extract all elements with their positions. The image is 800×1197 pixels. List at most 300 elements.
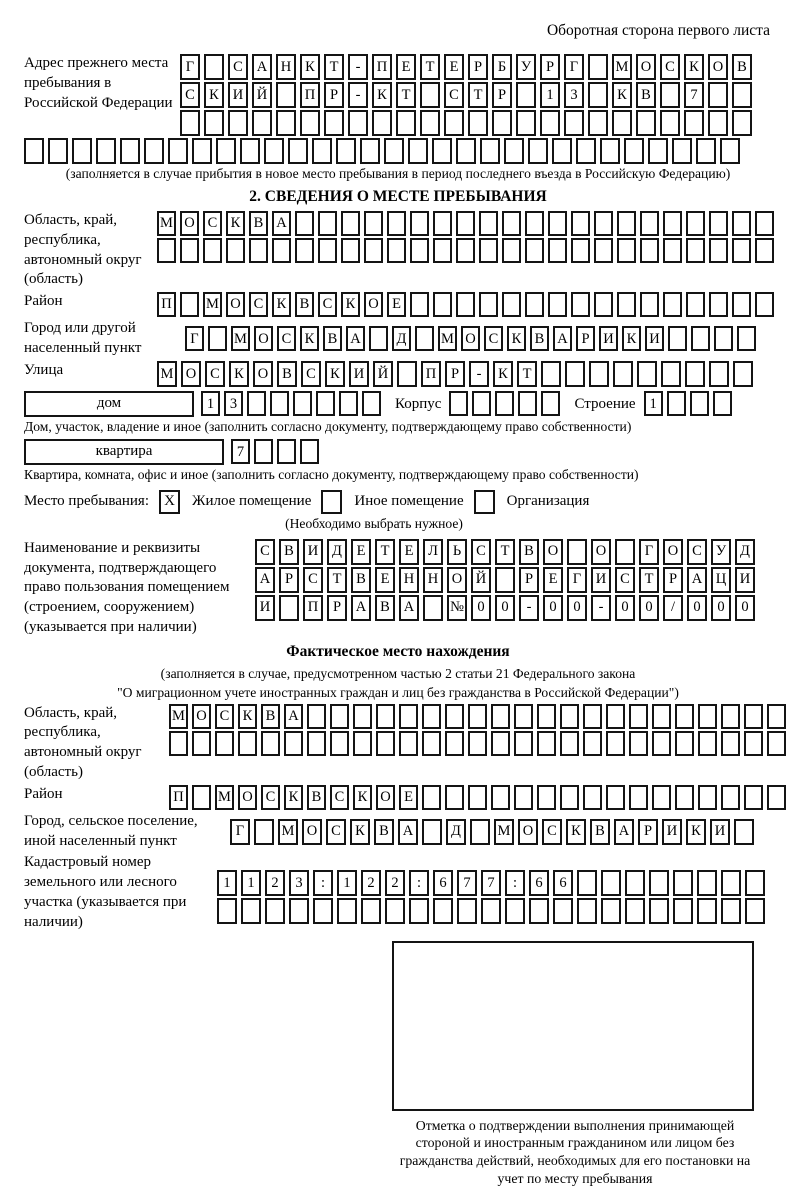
char-cell bbox=[660, 82, 680, 108]
region-row-2[interactable] bbox=[157, 238, 774, 263]
char-cell bbox=[468, 785, 487, 810]
document-row-2[interactable] bbox=[255, 567, 755, 593]
char-cell: Н bbox=[276, 54, 296, 80]
char-cell: В bbox=[295, 292, 314, 317]
char-cell: А bbox=[398, 819, 418, 845]
char-cell bbox=[529, 898, 549, 924]
char-cell bbox=[208, 326, 227, 351]
char-cell: О bbox=[663, 539, 683, 565]
char-cell: Р bbox=[445, 361, 465, 387]
previous-address-section bbox=[24, 54, 772, 183]
char-cell: Г bbox=[180, 54, 200, 80]
char-cell bbox=[284, 731, 303, 756]
char-cell: К bbox=[350, 819, 370, 845]
city-row[interactable] bbox=[185, 326, 756, 351]
char-cell: С bbox=[228, 54, 248, 80]
char-cell: О bbox=[180, 211, 199, 236]
char-cell bbox=[144, 138, 164, 164]
char-cell bbox=[560, 704, 579, 729]
char-cell bbox=[675, 731, 694, 756]
document-block bbox=[24, 539, 772, 638]
char-cell: С bbox=[484, 326, 503, 351]
char-cell: 0 bbox=[495, 595, 515, 621]
char-cell bbox=[353, 704, 372, 729]
char-cell bbox=[552, 138, 572, 164]
char-cell bbox=[387, 211, 406, 236]
char-cell bbox=[577, 898, 597, 924]
residence-checkbox-dwelling[interactable]: X bbox=[159, 490, 180, 514]
char-cell: 7 bbox=[457, 870, 477, 896]
char-cell: К bbox=[493, 361, 513, 387]
house-note: Дом, участок, владение и иное (заполнить согласно документу, подтверждающему право собственности) bbox=[24, 418, 632, 434]
char-cell: Г bbox=[567, 567, 587, 593]
char-cell bbox=[625, 898, 645, 924]
char-cell: Р bbox=[576, 326, 595, 351]
char-cell: Т bbox=[396, 82, 416, 108]
char-cell: Й bbox=[471, 567, 491, 593]
char-cell: Б bbox=[492, 54, 512, 80]
char-cell bbox=[567, 539, 587, 565]
char-cell: О bbox=[636, 54, 656, 80]
char-cell: А bbox=[272, 211, 291, 236]
char-cell bbox=[709, 292, 728, 317]
previous-address-row-1[interactable] bbox=[180, 54, 752, 80]
char-cell: К bbox=[684, 54, 704, 80]
char-cell: И bbox=[591, 567, 611, 593]
char-cell bbox=[594, 292, 613, 317]
char-cell bbox=[318, 238, 337, 263]
char-cell bbox=[721, 785, 740, 810]
building-cells[interactable] bbox=[449, 391, 560, 416]
actual-district-row[interactable] bbox=[169, 785, 786, 810]
char-cell bbox=[422, 731, 441, 756]
char-cell bbox=[721, 731, 740, 756]
document-grid bbox=[255, 539, 755, 621]
char-cell: К bbox=[622, 326, 641, 351]
char-cell: К bbox=[372, 82, 392, 108]
apartment-cells[interactable] bbox=[231, 439, 319, 464]
char-cell bbox=[686, 292, 705, 317]
char-cell bbox=[518, 391, 537, 416]
char-cell bbox=[472, 391, 491, 416]
char-cell bbox=[640, 292, 659, 317]
char-cell bbox=[337, 898, 357, 924]
char-cell: А bbox=[255, 567, 275, 593]
residence-type-note: (Необходимо выбрать нужное) bbox=[285, 515, 463, 531]
char-cell: 0 bbox=[711, 595, 731, 621]
char-cell bbox=[48, 138, 68, 164]
actual-city-row[interactable] bbox=[230, 819, 754, 845]
char-cell: Р bbox=[638, 819, 658, 845]
char-cell: - bbox=[519, 595, 539, 621]
char-cell: : bbox=[505, 870, 525, 896]
char-cell bbox=[594, 238, 613, 263]
char-cell: 3 bbox=[224, 391, 243, 416]
char-cell bbox=[697, 898, 717, 924]
apartment-type-box: квартира bbox=[24, 439, 224, 465]
char-cell: № bbox=[447, 595, 467, 621]
char-cell bbox=[495, 567, 515, 593]
char-cell bbox=[408, 138, 428, 164]
char-cell bbox=[733, 361, 753, 387]
char-cell: С bbox=[180, 82, 200, 108]
char-cell bbox=[640, 238, 659, 263]
previous-address-row-4[interactable] bbox=[24, 138, 772, 164]
char-cell: А bbox=[252, 54, 272, 80]
char-cell bbox=[192, 138, 212, 164]
actual-district-block bbox=[24, 785, 772, 810]
char-cell bbox=[684, 110, 704, 136]
char-cell: В bbox=[261, 704, 280, 729]
char-cell: С bbox=[660, 54, 680, 80]
char-cell bbox=[675, 704, 694, 729]
char-cell bbox=[617, 238, 636, 263]
char-cell: Е bbox=[396, 54, 416, 80]
char-cell: Р bbox=[663, 567, 683, 593]
char-cell bbox=[24, 138, 44, 164]
char-cell bbox=[755, 238, 774, 263]
char-cell bbox=[96, 138, 116, 164]
document-row-3[interactable] bbox=[255, 595, 755, 621]
char-cell bbox=[341, 238, 360, 263]
char-cell bbox=[277, 439, 296, 464]
cadastral-row-2[interactable] bbox=[217, 898, 765, 924]
char-cell: - bbox=[348, 82, 368, 108]
char-cell: 0 bbox=[567, 595, 587, 621]
char-cell: В bbox=[351, 567, 371, 593]
char-cell bbox=[691, 326, 710, 351]
char-cell bbox=[192, 731, 211, 756]
residence-checkbox-other[interactable] bbox=[321, 490, 342, 514]
char-cell bbox=[468, 731, 487, 756]
char-cell: А bbox=[687, 567, 707, 593]
char-cell bbox=[420, 110, 440, 136]
char-cell: 1 bbox=[241, 870, 261, 896]
char-cell bbox=[571, 292, 590, 317]
char-cell bbox=[228, 110, 248, 136]
char-cell bbox=[491, 785, 510, 810]
char-cell bbox=[537, 785, 556, 810]
char-cell: И bbox=[255, 595, 275, 621]
char-cell bbox=[180, 110, 200, 136]
char-cell: П bbox=[300, 82, 320, 108]
char-cell bbox=[300, 110, 320, 136]
char-cell bbox=[685, 361, 705, 387]
actual-region-label: Область, край, республика, автономный округ (область) bbox=[24, 704, 142, 781]
char-cell bbox=[744, 731, 763, 756]
char-cell: О bbox=[591, 539, 611, 565]
char-cell bbox=[456, 138, 476, 164]
char-cell bbox=[537, 704, 556, 729]
char-cell bbox=[648, 138, 668, 164]
char-cell: П bbox=[372, 54, 392, 80]
char-cell bbox=[709, 211, 728, 236]
char-cell bbox=[516, 82, 536, 108]
char-cell: А bbox=[351, 595, 371, 621]
char-cell: К bbox=[686, 819, 706, 845]
char-cell bbox=[755, 211, 774, 236]
char-cell: Ц bbox=[711, 567, 731, 593]
house-block bbox=[24, 391, 772, 417]
char-cell bbox=[445, 785, 464, 810]
char-cell bbox=[528, 138, 548, 164]
char-cell bbox=[468, 110, 488, 136]
char-cell bbox=[313, 898, 333, 924]
char-cell: О bbox=[364, 292, 383, 317]
char-cell: К bbox=[238, 704, 257, 729]
char-cell bbox=[468, 704, 487, 729]
char-cell bbox=[397, 361, 417, 387]
char-cell bbox=[204, 54, 224, 80]
char-cell bbox=[698, 785, 717, 810]
char-cell bbox=[594, 211, 613, 236]
char-cell: 0 bbox=[639, 595, 659, 621]
city-block bbox=[24, 319, 772, 359]
char-cell bbox=[663, 211, 682, 236]
char-cell bbox=[339, 391, 358, 416]
char-cell bbox=[293, 391, 312, 416]
char-cell bbox=[652, 704, 671, 729]
char-cell bbox=[307, 704, 326, 729]
house-type-box: дом bbox=[24, 391, 194, 417]
char-cell bbox=[668, 326, 687, 351]
char-cell: С bbox=[542, 819, 562, 845]
district-row[interactable] bbox=[157, 292, 774, 317]
char-cell: Е bbox=[444, 54, 464, 80]
char-cell bbox=[525, 238, 544, 263]
char-cell bbox=[640, 211, 659, 236]
char-cell: 0 bbox=[471, 595, 491, 621]
char-cell: В bbox=[374, 819, 394, 845]
char-cell: О bbox=[302, 819, 322, 845]
char-cell: О bbox=[192, 704, 211, 729]
char-cell: О bbox=[253, 361, 273, 387]
char-cell bbox=[583, 785, 602, 810]
char-cell bbox=[433, 898, 453, 924]
char-cell: С bbox=[615, 567, 635, 593]
street-row[interactable] bbox=[157, 361, 753, 387]
char-cell bbox=[709, 361, 729, 387]
char-cell bbox=[362, 391, 381, 416]
apartment-block bbox=[24, 439, 772, 465]
char-cell: 1 bbox=[337, 870, 357, 896]
char-cell bbox=[300, 439, 319, 464]
char-cell: О bbox=[226, 292, 245, 317]
cadastral-row-1[interactable] bbox=[217, 870, 765, 896]
char-cell: К bbox=[272, 292, 291, 317]
char-cell bbox=[420, 82, 440, 108]
char-cell: Т bbox=[420, 54, 440, 80]
structure-cells[interactable] bbox=[644, 391, 732, 416]
char-cell: О bbox=[254, 326, 273, 351]
char-cell: А bbox=[614, 819, 634, 845]
char-cell: М bbox=[215, 785, 234, 810]
char-cell bbox=[364, 238, 383, 263]
char-cell: В bbox=[307, 785, 326, 810]
char-cell bbox=[732, 292, 751, 317]
char-cell bbox=[180, 238, 199, 263]
char-cell: О bbox=[518, 819, 538, 845]
char-cell: Ь bbox=[447, 539, 467, 565]
char-cell: О bbox=[181, 361, 201, 387]
char-cell: С bbox=[301, 361, 321, 387]
char-cell bbox=[663, 292, 682, 317]
char-cell bbox=[312, 138, 332, 164]
char-cell: И bbox=[662, 819, 682, 845]
char-cell: 1 bbox=[644, 391, 663, 416]
char-cell: А bbox=[284, 704, 303, 729]
building-label: Корпус bbox=[395, 396, 442, 413]
char-cell: Е bbox=[399, 785, 418, 810]
char-cell: : bbox=[313, 870, 333, 896]
char-cell: М bbox=[438, 326, 457, 351]
char-cell: К bbox=[341, 292, 360, 317]
char-cell: 0 bbox=[687, 595, 707, 621]
char-cell: М bbox=[494, 819, 514, 845]
char-cell bbox=[481, 898, 501, 924]
char-cell bbox=[652, 785, 671, 810]
previous-address-row-3[interactable] bbox=[180, 110, 752, 136]
char-cell: Т bbox=[327, 567, 347, 593]
region-row-1[interactable] bbox=[157, 211, 774, 236]
char-cell bbox=[457, 898, 477, 924]
char-cell bbox=[470, 819, 490, 845]
char-cell: 2 bbox=[265, 870, 285, 896]
char-cell bbox=[767, 731, 786, 756]
char-cell bbox=[537, 731, 556, 756]
char-cell bbox=[120, 138, 140, 164]
char-cell bbox=[637, 361, 657, 387]
char-cell: 1 bbox=[540, 82, 560, 108]
char-cell: У bbox=[711, 539, 731, 565]
char-cell bbox=[502, 238, 521, 263]
char-cell bbox=[247, 391, 266, 416]
char-cell: К bbox=[204, 82, 224, 108]
house-number-cells[interactable] bbox=[201, 391, 381, 416]
char-cell bbox=[615, 539, 635, 565]
char-cell bbox=[295, 238, 314, 263]
char-cell bbox=[560, 731, 579, 756]
char-cell bbox=[502, 292, 521, 317]
char-cell bbox=[241, 898, 261, 924]
previous-address-row-2[interactable] bbox=[180, 82, 752, 108]
cadastral-block bbox=[24, 853, 772, 932]
char-cell: В bbox=[519, 539, 539, 565]
char-cell bbox=[576, 138, 596, 164]
char-cell bbox=[667, 391, 686, 416]
document-row-1[interactable] bbox=[255, 539, 755, 565]
char-cell: В bbox=[279, 539, 299, 565]
char-cell: Й bbox=[252, 82, 272, 108]
char-cell: В bbox=[375, 595, 395, 621]
char-cell bbox=[387, 238, 406, 263]
char-cell bbox=[433, 238, 452, 263]
char-cell bbox=[361, 898, 381, 924]
char-cell: 6 bbox=[529, 870, 549, 896]
char-cell: М bbox=[169, 704, 188, 729]
char-cell: Г bbox=[639, 539, 659, 565]
char-cell bbox=[169, 731, 188, 756]
char-cell bbox=[577, 870, 597, 896]
actual-region-row-2[interactable] bbox=[169, 731, 786, 756]
char-cell bbox=[629, 785, 648, 810]
char-cell bbox=[745, 870, 765, 896]
char-cell: 3 bbox=[289, 870, 309, 896]
char-cell: Р bbox=[519, 567, 539, 593]
char-cell: Е bbox=[399, 539, 419, 565]
char-cell bbox=[491, 704, 510, 729]
char-cell: К bbox=[284, 785, 303, 810]
char-cell: Е bbox=[543, 567, 563, 593]
previous-address-grid bbox=[180, 54, 752, 136]
char-cell: В bbox=[732, 54, 752, 80]
char-cell: 3 bbox=[564, 82, 584, 108]
char-cell: Т bbox=[468, 82, 488, 108]
char-cell bbox=[399, 731, 418, 756]
char-cell bbox=[525, 211, 544, 236]
apartment-note: Квартира, комната, офис и иное (заполнить согласно документу, подтверждающему право собственности) bbox=[24, 466, 639, 482]
char-cell bbox=[249, 238, 268, 263]
char-cell bbox=[168, 138, 188, 164]
district-block bbox=[24, 292, 772, 317]
char-cell bbox=[376, 704, 395, 729]
char-cell: 6 bbox=[553, 870, 573, 896]
char-cell: Р bbox=[324, 82, 344, 108]
char-cell bbox=[732, 238, 751, 263]
char-cell: 7 bbox=[231, 439, 250, 464]
char-cell bbox=[415, 326, 434, 351]
char-cell: М bbox=[157, 211, 176, 236]
char-cell: Г bbox=[564, 54, 584, 80]
char-cell: К bbox=[300, 326, 319, 351]
char-cell bbox=[606, 704, 625, 729]
char-cell bbox=[686, 238, 705, 263]
char-cell bbox=[663, 238, 682, 263]
char-cell: В bbox=[590, 819, 610, 845]
char-cell: 2 bbox=[361, 870, 381, 896]
char-cell: : bbox=[409, 870, 429, 896]
char-cell bbox=[409, 898, 429, 924]
char-cell: М bbox=[203, 292, 222, 317]
char-cell: 0 bbox=[735, 595, 755, 621]
char-cell bbox=[617, 211, 636, 236]
char-cell bbox=[261, 731, 280, 756]
residence-checkbox-organization[interactable] bbox=[474, 490, 495, 514]
char-cell: Р bbox=[492, 82, 512, 108]
char-cell bbox=[652, 731, 671, 756]
char-cell bbox=[504, 138, 524, 164]
char-cell bbox=[588, 54, 608, 80]
char-cell: В bbox=[277, 361, 297, 387]
char-cell: - bbox=[348, 54, 368, 80]
stamp-caption: Отметка о подтверждении выполнения принимающей стороной и иностранным гражданином или лицом без гражданства действий, необходимых для его постановки на учет по месту пребывания bbox=[399, 1117, 751, 1186]
char-cell: С bbox=[203, 211, 222, 236]
char-cell bbox=[396, 110, 416, 136]
char-cell bbox=[737, 326, 756, 351]
char-cell bbox=[341, 211, 360, 236]
char-cell: Т bbox=[639, 567, 659, 593]
char-cell bbox=[270, 391, 289, 416]
char-cell bbox=[540, 110, 560, 136]
char-cell: 7 bbox=[684, 82, 704, 108]
char-cell: С bbox=[277, 326, 296, 351]
char-cell bbox=[629, 704, 648, 729]
char-cell bbox=[480, 138, 500, 164]
actual-region-row-1[interactable] bbox=[169, 704, 786, 729]
char-cell bbox=[624, 138, 644, 164]
char-cell bbox=[289, 898, 309, 924]
char-cell: А bbox=[399, 595, 419, 621]
